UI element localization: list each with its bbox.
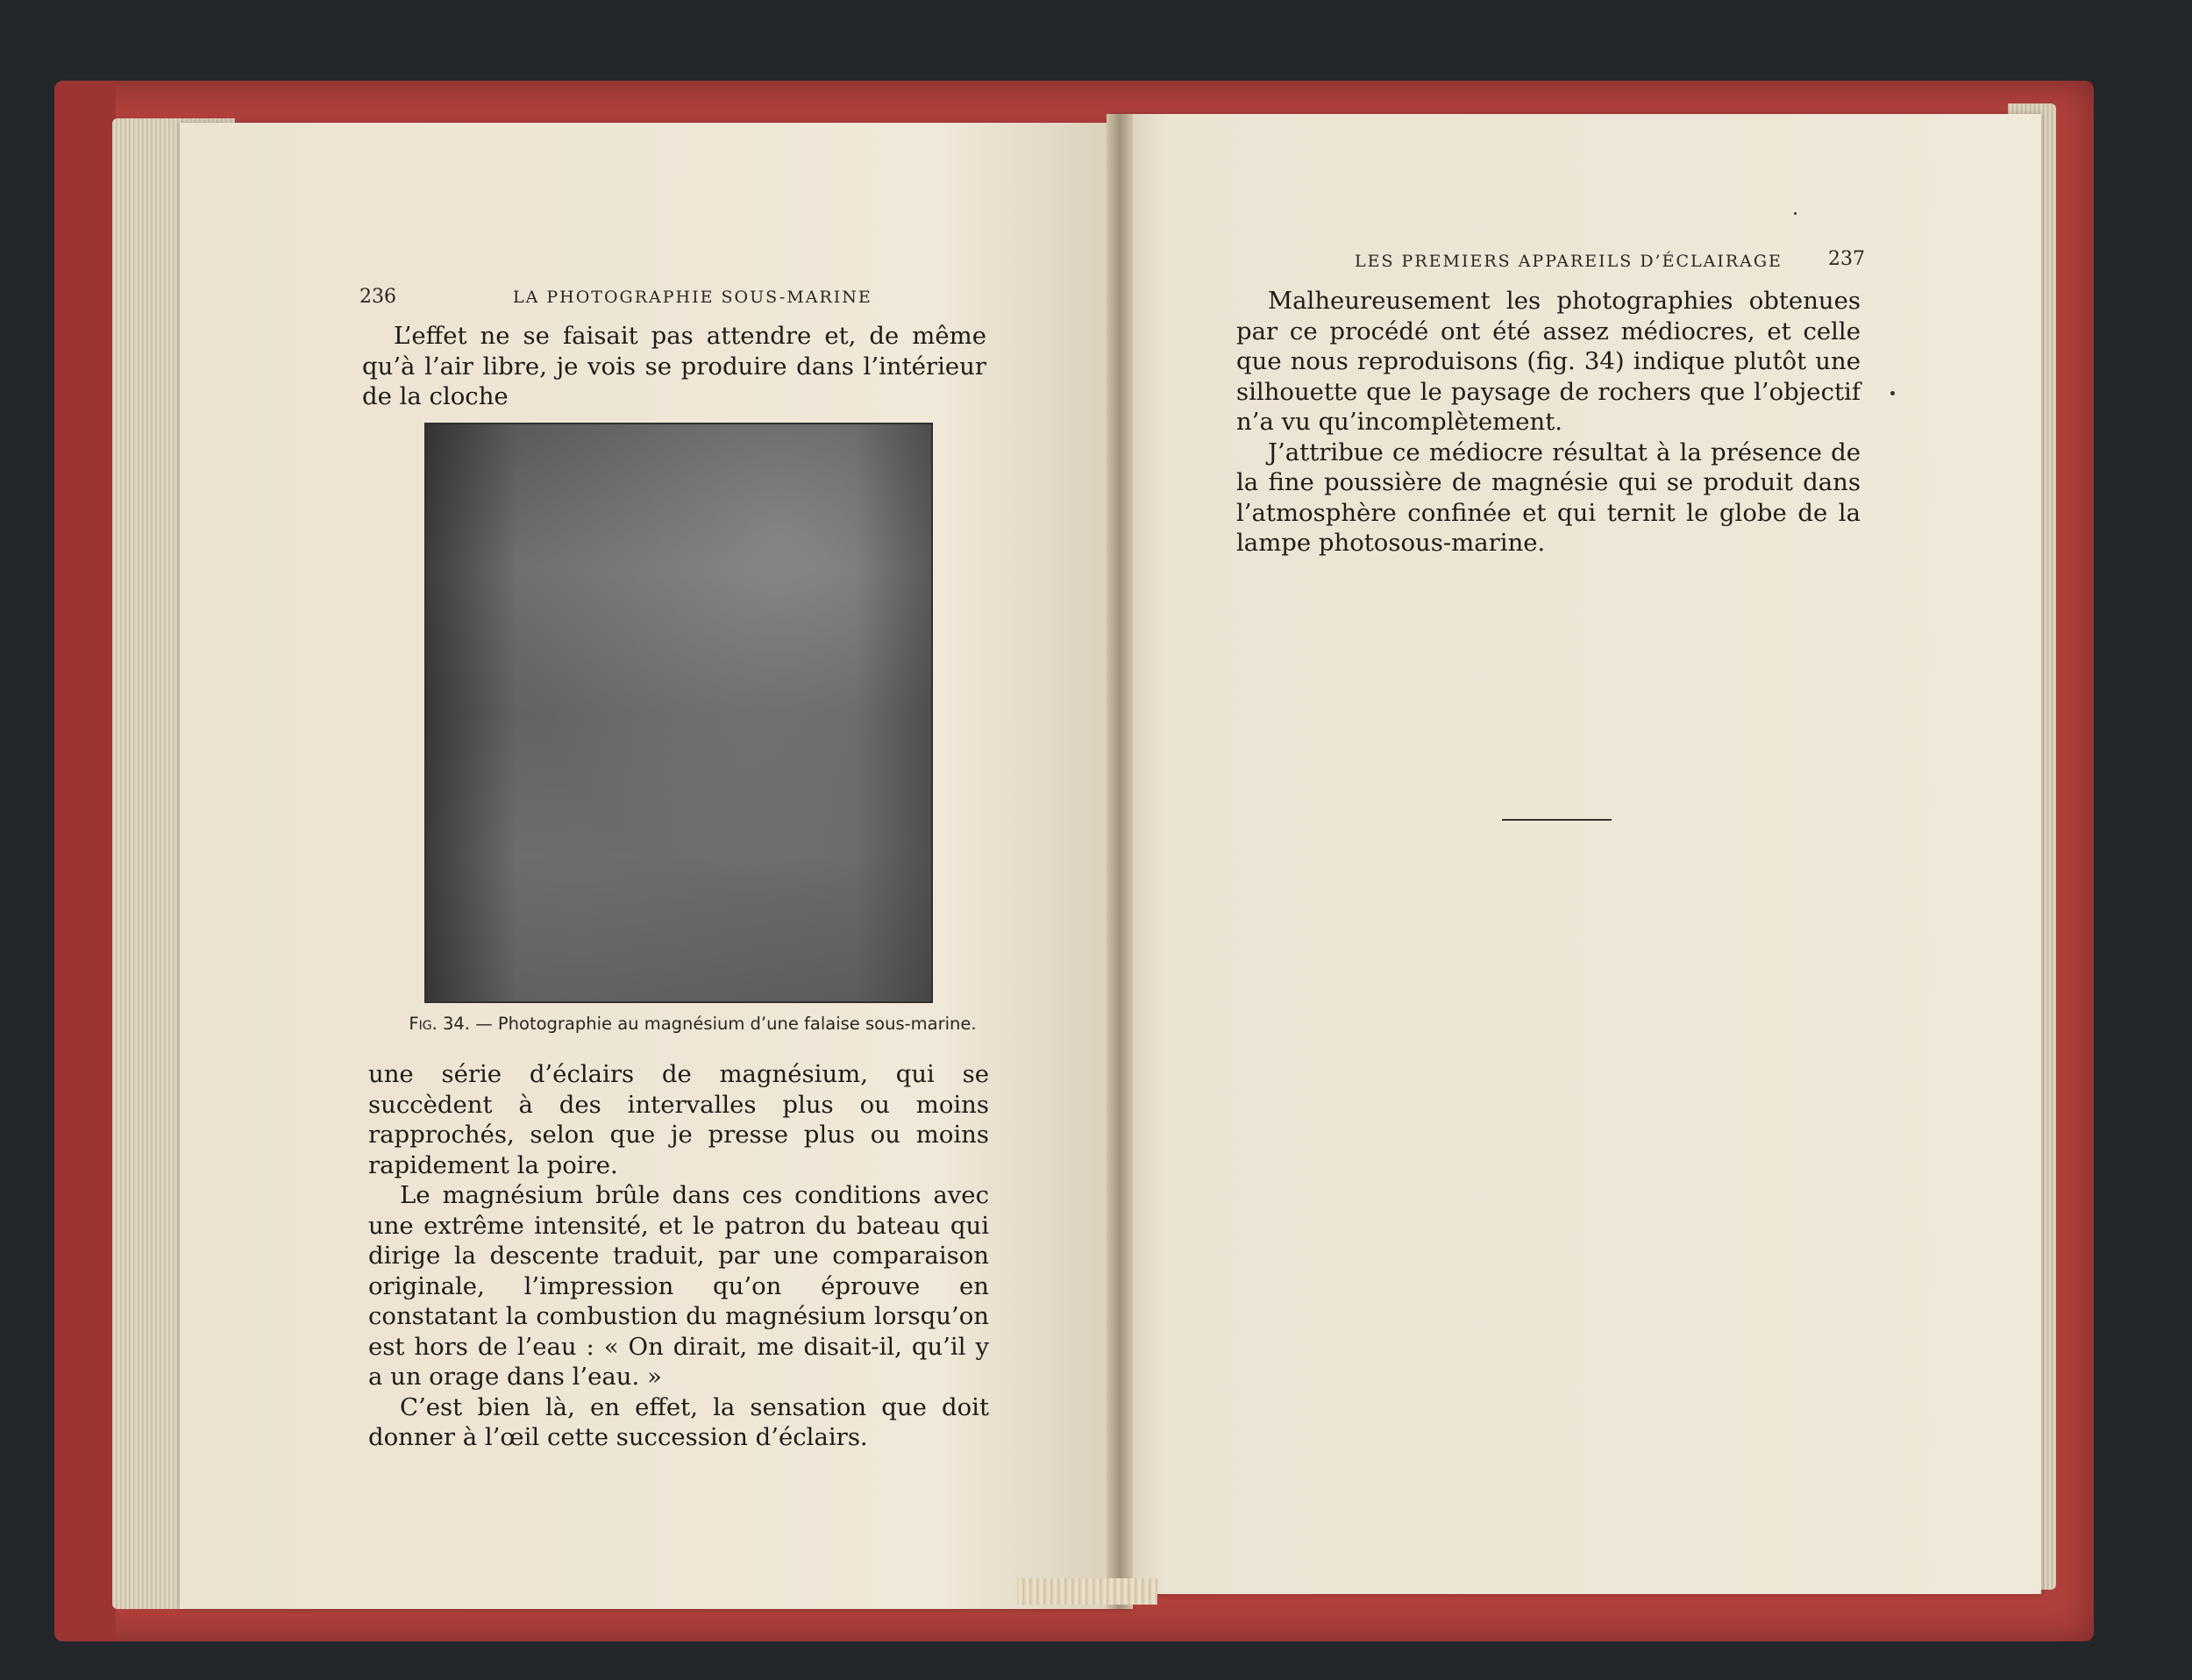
right-page-number: 237: [1828, 248, 1865, 270]
paragraph: C’est bien là, en effet, la sensation que doit donner à l’œil cette succession d’éclairs.: [368, 1392, 989, 1451]
left-top-text: [362, 321, 986, 412]
paragraph: L’effet ne se faisait pas attendre et, de même qu’à l’air libre, je vois se produire dans l’intérieur de la cloche: [362, 322, 986, 410]
paper-speck: [1890, 391, 1895, 395]
paragraph: Le magnésium brûle dans ces conditions avec une extrême intensité, et le patron du bateau qui dirige la descente traduit, par une comparaison originale, l’impression qu’on éprouve en constatant la combustion du magnésium lorsqu’on est hors de l’eau : « On dirait, me disait-il, qu’il y a un orage dans l’eau. »: [368, 1181, 989, 1391]
left-page-number: 236: [359, 286, 396, 308]
book-cover-edge: [54, 81, 116, 1641]
book-gutter: [1107, 114, 1133, 1609]
headband: [1017, 1578, 1157, 1605]
left-running-head: LA PHOTOGRAPHIE SOUS-MARINE: [513, 288, 872, 307]
photo-shading: [426, 424, 931, 1001]
right-running-head: LES PREMIERS APPAREILS D’ÉCLAIRAGE: [1355, 252, 1783, 271]
end-rule: [1502, 819, 1612, 821]
figure-photograph: [424, 423, 933, 1003]
paragraph: J’attribue ce médiocre résultat à la présence de la fine poussière de magnésie qui se produit dans l’atmosphère confinée et qui ternit le globe de la lampe photosous-marine.: [1236, 438, 1861, 557]
paper-speck: [1794, 212, 1797, 215]
right-body-text: [1236, 286, 1861, 559]
left-body-text: [368, 1059, 989, 1453]
paragraph: Malheureusement les photographies obtenues par ce procédé ont été assez médiocres, et celle que nous reproduisons (fig. 34) indique plutôt une silhouette que le paysage de rochers que l’objectif n’a vu qu’incomplètement.: [1236, 287, 1861, 436]
figure-caption: [386, 1014, 1000, 1034]
figure-label: Fig. 34.: [409, 1014, 471, 1034]
paragraph: une série d’éclairs de magnésium, qui se succèdent à des intervalles plus ou moins rapprochés, selon que je presse plus ou moins rapidement la poire.: [368, 1060, 989, 1179]
figure-caption-text: — Photographie au magnésium d’une falaise sous-marine.: [470, 1014, 977, 1034]
